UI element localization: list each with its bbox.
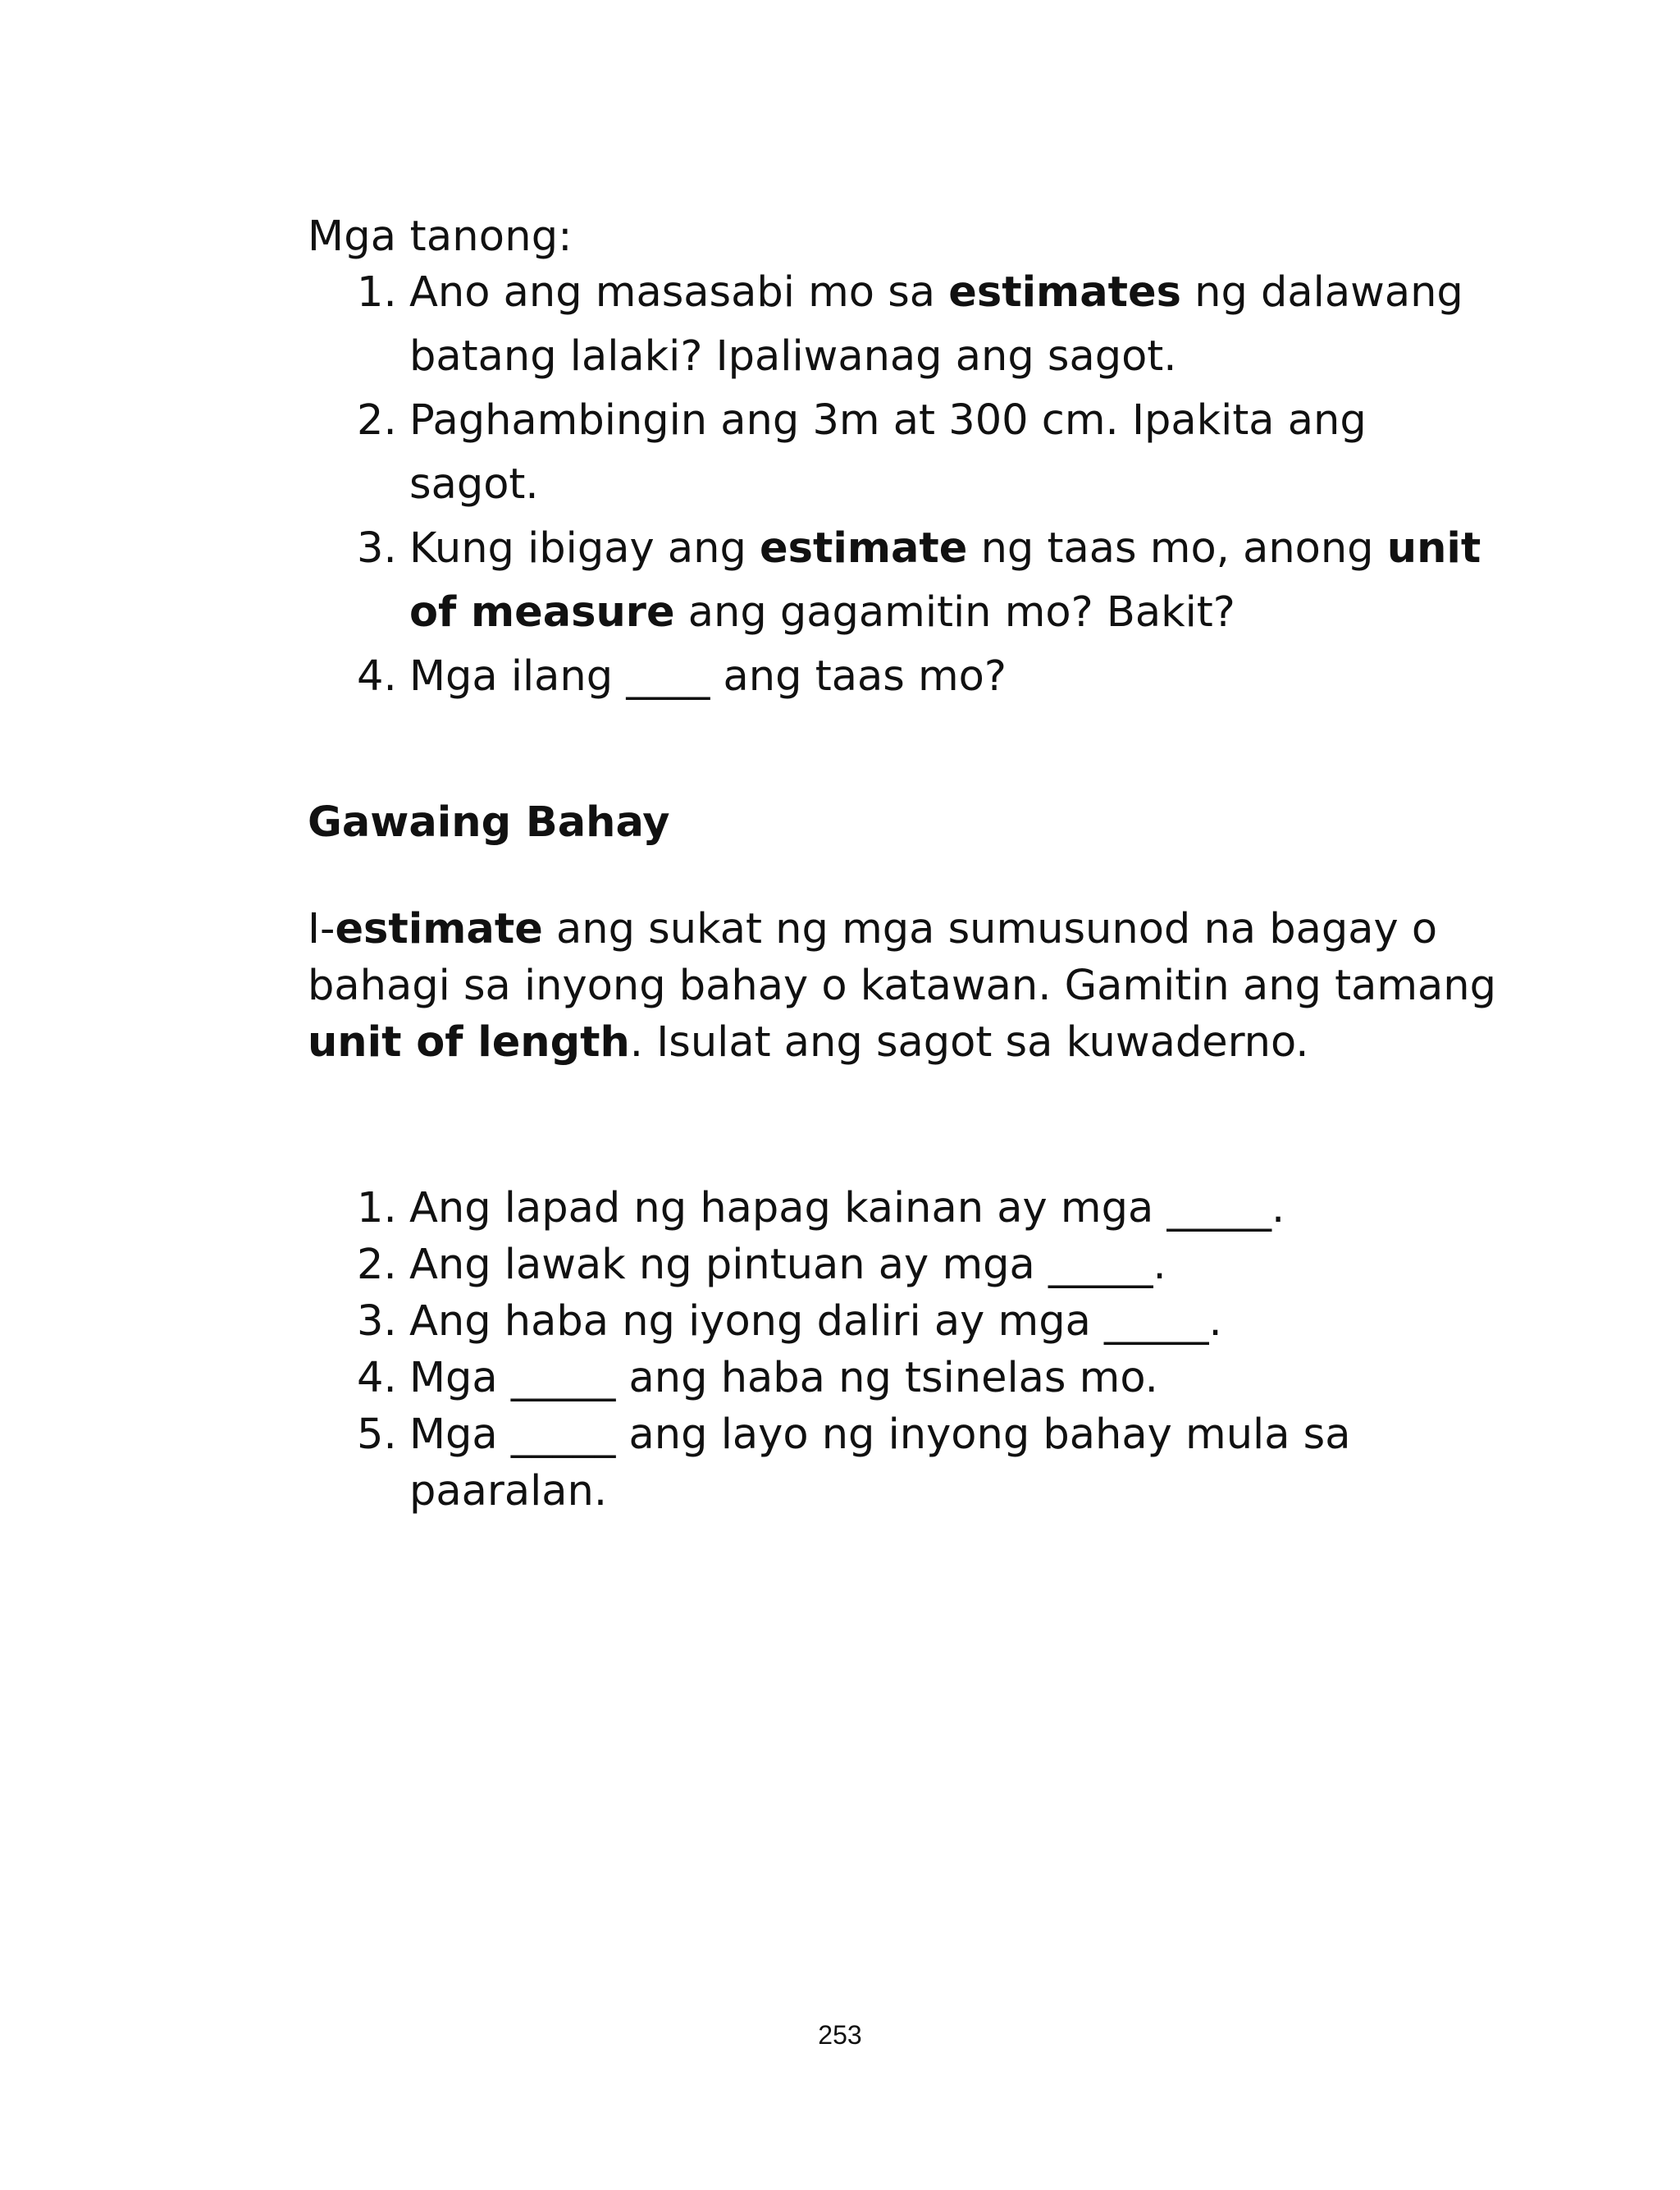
list-item — [308, 1406, 1505, 1520]
list-item — [308, 1350, 1505, 1406]
item-number: 1. — [357, 1184, 397, 1232]
item-text: Ang haba ng iyong daliri ay mga _____. — [409, 1297, 1222, 1346]
item-text: Mga _____ ang layo ng inyong bahay mula sa paaralan. — [409, 1410, 1351, 1516]
list-item — [308, 1237, 1505, 1293]
bold-term: estimate — [335, 905, 543, 953]
list-item — [308, 261, 1505, 389]
questions-title: Mga tanong: — [308, 213, 573, 261]
section-heading: Gawaing Bahay — [308, 798, 670, 847]
list-item — [308, 517, 1505, 645]
bold-term: unit of measure — [409, 524, 1481, 637]
item-text: Ano ang masasabi mo sa — [409, 268, 949, 317]
item-number: 4. — [357, 1354, 397, 1402]
item-text: Paghambingin ang 3m at 300 cm. Ipakita ang sagot. — [409, 396, 1367, 509]
questions-list — [308, 261, 1505, 709]
instructions-text: I- — [308, 905, 336, 953]
item-number: 1. — [357, 268, 397, 317]
bold-term: estimate — [760, 524, 968, 573]
item-text: Kung ibigay ang — [409, 524, 760, 573]
item-text: Mga _____ ang haba ng tsinelas mo. — [409, 1354, 1158, 1402]
instructions-text: ang sukat ng mga sumusunod na bagay o bahagi sa inyong bahay o katawan. Gamitin ang tamang — [308, 905, 1496, 1010]
item-number: 5. — [357, 1410, 397, 1459]
bold-term: unit of length — [308, 1018, 630, 1067]
item-text: Ang lawak ng pintuan ay mga _____. — [409, 1241, 1166, 1289]
item-number: 3. — [357, 524, 397, 573]
item-text: ng taas mo, anong — [967, 524, 1387, 573]
list-item — [308, 1293, 1505, 1350]
item-text: Ang lapad ng hapag kainan ay mga _____. — [409, 1184, 1285, 1232]
item-number: 2. — [357, 396, 397, 445]
instructions-paragraph — [308, 901, 1505, 1071]
item-number: 3. — [357, 1297, 397, 1346]
list-item — [308, 1180, 1505, 1237]
list-item — [308, 389, 1505, 517]
instructions-text: . Isulat ang sagot sa kuwaderno. — [629, 1018, 1309, 1067]
item-number: 2. — [357, 1241, 397, 1289]
page-number: 253 — [818, 2020, 862, 2050]
item-text: ng dalawang batang lalaki? Ipaliwanag ang sagot. — [409, 268, 1463, 381]
list-item — [308, 645, 1505, 709]
item-number: 4. — [357, 652, 397, 701]
item-text: Mga ilang ____ ang taas mo? — [409, 652, 1007, 701]
bold-term: estimates — [948, 268, 1181, 317]
homework-list — [308, 1180, 1505, 1520]
item-text: ang gagamitin mo? Bakit? — [674, 588, 1235, 637]
